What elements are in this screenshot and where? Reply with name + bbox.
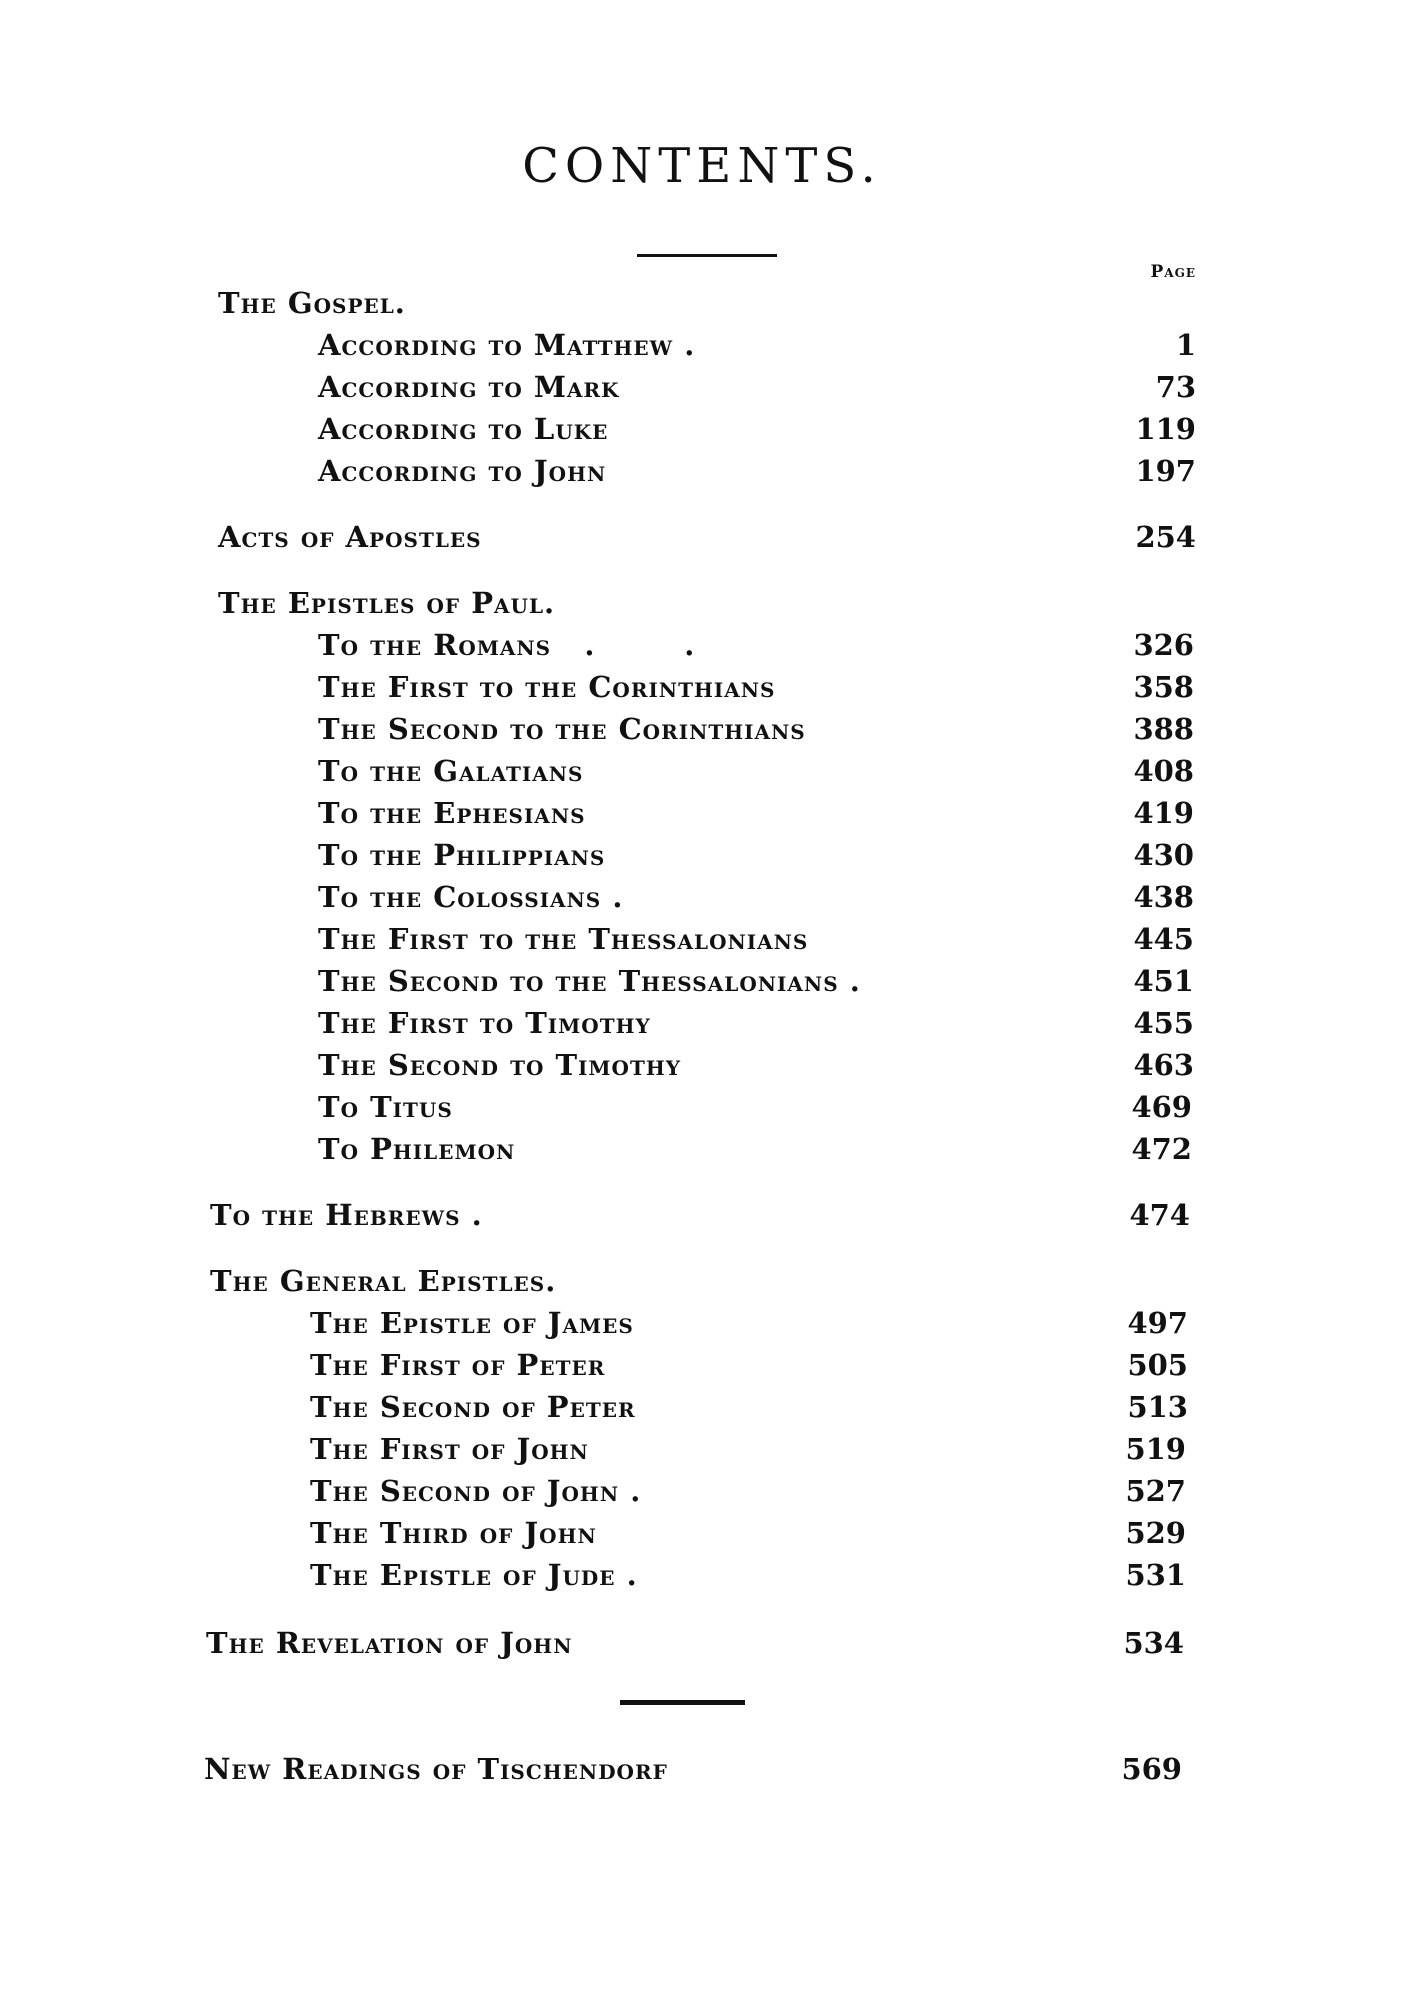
toc-entry	[0, 1306, 1404, 1346]
toc-entry-page: 531	[1125, 1558, 1186, 1592]
toc-entry-label: The Second of Peter	[310, 1390, 636, 1424]
toc-entry	[0, 796, 1404, 836]
toc-entry-label: According to John	[318, 454, 607, 488]
toc-entry-hebrews	[0, 1198, 1404, 1238]
toc-entry-label: The First to the Corinthians	[318, 670, 776, 704]
toc-entry-page: 419	[1133, 796, 1194, 830]
toc-entry-label: To the Galatians	[318, 754, 584, 788]
section-heading-label: The General Epistles.	[210, 1264, 557, 1298]
toc-entry-page: 408	[1133, 754, 1194, 788]
toc-entry-label: To the Romans . .	[318, 628, 696, 662]
toc-entry	[0, 1516, 1404, 1556]
toc-entry-page: 472	[1131, 1132, 1192, 1166]
page-column-header: Page	[1150, 262, 1196, 282]
toc-entry	[0, 1474, 1404, 1514]
toc-entry	[0, 880, 1404, 920]
toc-entry-page: 513	[1127, 1390, 1188, 1424]
toc-entry	[0, 922, 1404, 962]
toc-entry-label: To Titus	[318, 1090, 453, 1124]
toc-entry-page: 527	[1125, 1474, 1186, 1508]
section-rule	[620, 1700, 745, 1705]
toc-entry-page: 1	[1175, 328, 1196, 362]
toc-entry-page: 445	[1133, 922, 1194, 956]
toc-entry-label: According to Mark	[318, 370, 620, 404]
toc-entry	[0, 328, 1404, 368]
toc-entry	[0, 370, 1404, 410]
toc-entry-page: 469	[1131, 1090, 1192, 1124]
toc-entry	[0, 754, 1404, 794]
toc-entry-page: 519	[1125, 1432, 1186, 1466]
toc-entry	[0, 1090, 1404, 1130]
toc-entry-page: 451	[1133, 964, 1194, 998]
toc-entry	[0, 838, 1404, 878]
toc-entry-label: According to Luke	[318, 412, 609, 446]
page-title: CONTENTS.	[522, 138, 882, 194]
toc-entry-label: According to Matthew .	[318, 328, 696, 362]
toc-entry-page: 197	[1135, 454, 1196, 488]
toc-entry-label: The Revelation of John	[206, 1626, 573, 1660]
toc-entry-label: New Readings of Tischendorf	[204, 1752, 668, 1786]
toc-entry-page: 119	[1135, 412, 1196, 446]
toc-entry-page: 430	[1133, 838, 1194, 872]
section-heading-gospel	[0, 286, 1404, 326]
toc-entry	[0, 670, 1404, 710]
toc-entry	[0, 1432, 1404, 1472]
toc-entry-page: 497	[1127, 1306, 1188, 1340]
toc-entry-label: To the Philippians	[318, 838, 606, 872]
toc-entry	[0, 1558, 1404, 1598]
toc-entry-page: 326	[1133, 628, 1194, 662]
toc-entry-page: 455	[1133, 1006, 1194, 1040]
toc-entry-page: 438	[1133, 880, 1194, 914]
toc-entry-page: 254	[1135, 520, 1196, 554]
toc-entry-label: The Epistle of Jude .	[310, 1558, 638, 1592]
toc-entry-page: 505	[1127, 1348, 1188, 1382]
toc-entry	[0, 1348, 1404, 1388]
toc-entry-acts	[0, 520, 1404, 560]
toc-entry-page: 474	[1129, 1198, 1190, 1232]
toc-entry-label: To the Hebrews .	[210, 1198, 483, 1232]
toc-entry-label: The Second to the Corinthians	[318, 712, 806, 746]
toc-entry-label: The First of Peter	[310, 1348, 606, 1382]
toc-entry	[0, 412, 1404, 452]
toc-entry	[0, 1006, 1404, 1046]
toc-entry-label: The Second to Timothy	[318, 1048, 682, 1082]
toc-entry	[0, 1048, 1404, 1088]
toc-entry-revelation	[0, 1626, 1404, 1666]
toc-entry-page: 529	[1125, 1516, 1186, 1550]
toc-entry-label: To the Colossians .	[318, 880, 624, 914]
toc-entry-page: 73	[1155, 370, 1196, 404]
toc-entry-label: To the Ephesians	[318, 796, 586, 830]
toc-entry-readings	[0, 1752, 1404, 1792]
toc-entry-page: 463	[1133, 1048, 1194, 1082]
toc-entry-label: The Second of John .	[310, 1474, 642, 1508]
toc-entry-label: Acts of Apostles	[218, 520, 482, 554]
toc-entry-label: The First of John	[310, 1432, 589, 1466]
section-heading-label: The Gospel.	[218, 286, 406, 320]
toc-entry-page: 358	[1133, 670, 1194, 704]
toc-entry-label: The Second to the Thessalonians .	[318, 964, 861, 998]
toc-entry	[0, 628, 1404, 668]
section-heading-paul	[0, 586, 1404, 626]
toc-entry-label: The Third of John	[310, 1516, 597, 1550]
toc-entry	[0, 712, 1404, 752]
toc-entry-label: The Epistle of James	[310, 1306, 634, 1340]
section-heading-general	[0, 1264, 1404, 1304]
section-heading-label: The Epistles of Paul.	[218, 586, 556, 620]
toc-entry	[0, 1132, 1404, 1172]
toc-entry	[0, 1390, 1404, 1430]
toc-entry-label: The First to the Thessalonians	[318, 922, 809, 956]
title-rule	[637, 254, 777, 257]
toc-entry-label: To Philemon	[318, 1132, 516, 1166]
toc-entry-label: The First to Timothy	[318, 1006, 651, 1040]
toc-entry	[0, 454, 1404, 494]
toc-entry-page: 388	[1133, 712, 1194, 746]
toc-entry-page: 569	[1121, 1752, 1182, 1786]
toc-entry-page: 534	[1123, 1626, 1184, 1660]
toc-entry	[0, 964, 1404, 1004]
